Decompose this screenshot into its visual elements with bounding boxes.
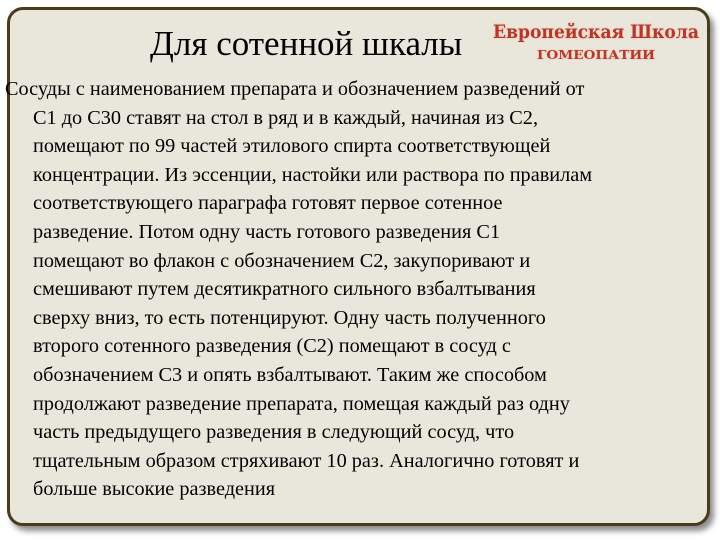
body-line: разведение. Потом одну часть готового разведения С1 bbox=[33, 220, 501, 243]
body-line: тщательным образом стряхивают 10 раз. Аналогично готовят и bbox=[33, 449, 580, 472]
logo-line1: Европейская Школа bbox=[493, 21, 699, 43]
logo-line2: ГОМЕОПАТИИ bbox=[537, 48, 655, 62]
body-line: С1 до С30 ставят на стол в ряд и в каждый, начиная из С2, bbox=[33, 106, 539, 129]
body-line: Сосуды с наименованием препарата и обозначением разведений от bbox=[5, 78, 585, 100]
body-line: продолжают разведение препарата, помещая каждый раз одну bbox=[33, 392, 570, 415]
slide-title: Для сотенной шкалы bbox=[150, 24, 463, 63]
body-line: соответствующего параграфа готовят первое сотенное bbox=[33, 192, 503, 215]
body-line: обозначением С3 и опять взбалтывают. Таким же способом bbox=[33, 363, 547, 386]
body-line: больше высокие разведения bbox=[33, 478, 276, 501]
body-line: второго сотенного разведения (С2) помещают в сосуд с bbox=[33, 335, 511, 358]
body-line: концентрации. Из эссенции, настойки или раствора по правилам bbox=[33, 163, 593, 186]
body-line: помещают по 99 частей этилового спирта соответствующей bbox=[33, 135, 551, 158]
body-line: сверху вниз, то есть потенцируют. Одну часть полученного bbox=[33, 306, 546, 329]
body-line: часть предыдущего разведения в следующий сосуд, что bbox=[33, 421, 515, 444]
slide-body-text bbox=[5, 75, 702, 504]
body-line: помещают во флакон с обозначением С2, закупоривают и bbox=[33, 249, 531, 272]
school-logo bbox=[488, 14, 703, 66]
body-line: смешивают путем десятикратного сильного взбалтывания bbox=[33, 278, 536, 301]
